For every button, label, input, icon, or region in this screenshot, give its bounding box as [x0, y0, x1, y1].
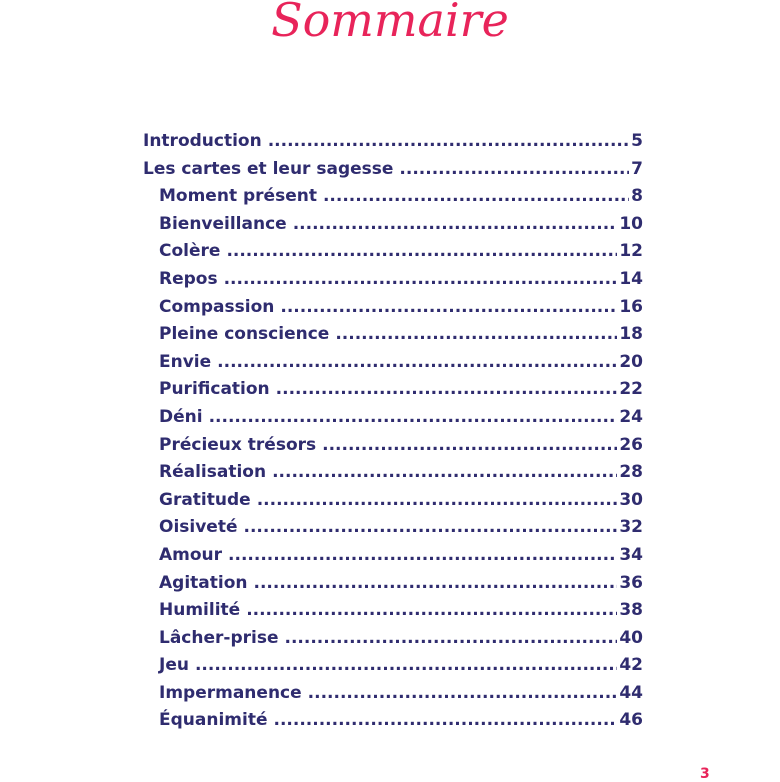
toc-entry-page: 8: [631, 186, 643, 207]
toc-entry-label: Pleine conscience: [159, 324, 330, 345]
toc-entry: [143, 628, 643, 656]
toc-entry: [143, 600, 643, 628]
toc-entry-label: Envie: [159, 351, 212, 372]
toc-entry: [143, 159, 643, 187]
toc-dot-leader: [226, 241, 617, 261]
toc-entry: [143, 214, 643, 242]
toc-entry-page: 42: [619, 655, 643, 676]
toc-dot-leader: [246, 600, 617, 620]
toc-entry-label: Amour: [159, 544, 223, 565]
toc-dot-leader: [335, 324, 617, 344]
toc-entry-label: Jeu: [159, 655, 189, 676]
toc-dot-leader: [209, 407, 618, 427]
toc-entry-label: Humilité: [159, 600, 241, 621]
toc-entry: [143, 379, 643, 407]
toc-entry-label: Les cartes et leur sagesse: [143, 158, 394, 179]
toc-dot-leader: [224, 269, 618, 289]
page-title: Sommaire: [271, 0, 509, 47]
toc-dot-leader: [273, 710, 617, 730]
toc-entry-page: 40: [619, 627, 643, 648]
toc-entry: [143, 297, 643, 325]
toc-entry-page: 28: [619, 462, 643, 483]
toc-entry: [143, 517, 643, 545]
toc-dot-leader: [293, 214, 618, 234]
toc-entry-label: Oisiveté: [159, 517, 238, 538]
toc-dot-leader: [272, 462, 617, 482]
toc-dot-leader: [217, 352, 617, 372]
toc-dot-leader: [276, 379, 618, 399]
toc-entry: [143, 710, 643, 738]
toc-entry-page: 24: [619, 406, 643, 427]
toc-entry-page: 44: [619, 682, 643, 703]
toc-entry: [143, 324, 643, 352]
toc-entry-label: Moment présent: [159, 186, 317, 207]
toc-entry: [143, 683, 643, 711]
toc-entry-label: Lâcher-prise: [159, 627, 279, 648]
toc-entry-page: 12: [619, 241, 643, 262]
toc-entry-label: Introduction: [143, 131, 262, 151]
toc-entry: [143, 462, 643, 490]
toc-entry: [143, 435, 643, 463]
toc-dot-leader: [244, 517, 618, 537]
toc-dot-leader: [257, 490, 618, 510]
toc-entry-page: 10: [619, 213, 643, 234]
page-number: 3: [700, 766, 710, 782]
toc-entry-page: 22: [619, 379, 643, 400]
toc-entry: [143, 352, 643, 380]
toc-entry-label: Colère: [159, 241, 221, 262]
toc-dot-leader: [323, 186, 629, 206]
toc-entry: [143, 131, 643, 159]
toc-dot-leader: [254, 573, 618, 593]
toc-entry-label: Repos: [159, 268, 218, 289]
toc-entry: [143, 407, 643, 435]
toc-dot-leader: [268, 131, 629, 151]
toc-entry-label: Déni: [159, 406, 203, 427]
toc-dot-leader: [195, 655, 617, 675]
toc-entry-page: 18: [619, 324, 643, 345]
toc-entry-page: 30: [619, 489, 643, 510]
toc-entry: [143, 655, 643, 683]
toc-entry-page: 5: [631, 131, 643, 151]
toc-entry: [143, 545, 643, 573]
toc-entry: [143, 241, 643, 269]
toc-dot-leader: [228, 545, 617, 565]
toc-entry: [143, 573, 643, 601]
toc-dot-leader: [399, 159, 629, 179]
toc-entry-label: Réalisation: [159, 462, 267, 483]
toc-entry-label: Impermanence: [159, 682, 302, 703]
toc-entry-page: 26: [619, 434, 643, 455]
toc-entry: [143, 186, 643, 214]
toc-entry-label: Agitation: [159, 572, 248, 593]
toc-entry-label: Purification: [159, 379, 270, 400]
toc-entry-page: 14: [619, 268, 643, 289]
toc-entry-page: 34: [619, 544, 643, 565]
toc-entry-page: 32: [619, 517, 643, 538]
toc-entry-page: 38: [619, 600, 643, 621]
toc-entry-page: 46: [619, 710, 643, 731]
toc-entry-label: Équanimité: [159, 710, 268, 731]
toc-entry: [143, 490, 643, 518]
toc-entry-label: Précieux trésors: [159, 434, 317, 455]
toc-entry-page: 16: [619, 296, 643, 317]
toc-dot-leader: [308, 683, 618, 703]
toc-dot-leader: [284, 628, 617, 648]
toc-entry-label: Compassion: [159, 296, 275, 317]
toc-entry-label: Bienveillance: [159, 213, 287, 234]
table-of-contents: [143, 131, 643, 738]
toc-entry-page: 20: [619, 351, 643, 372]
toc-dot-leader: [322, 435, 617, 455]
toc-dot-leader: [280, 297, 617, 317]
toc-entry-page: 36: [619, 572, 643, 593]
toc-entry: [143, 269, 643, 297]
toc-entry-page: 7: [631, 158, 643, 179]
toc-entry-label: Gratitude: [159, 489, 251, 510]
